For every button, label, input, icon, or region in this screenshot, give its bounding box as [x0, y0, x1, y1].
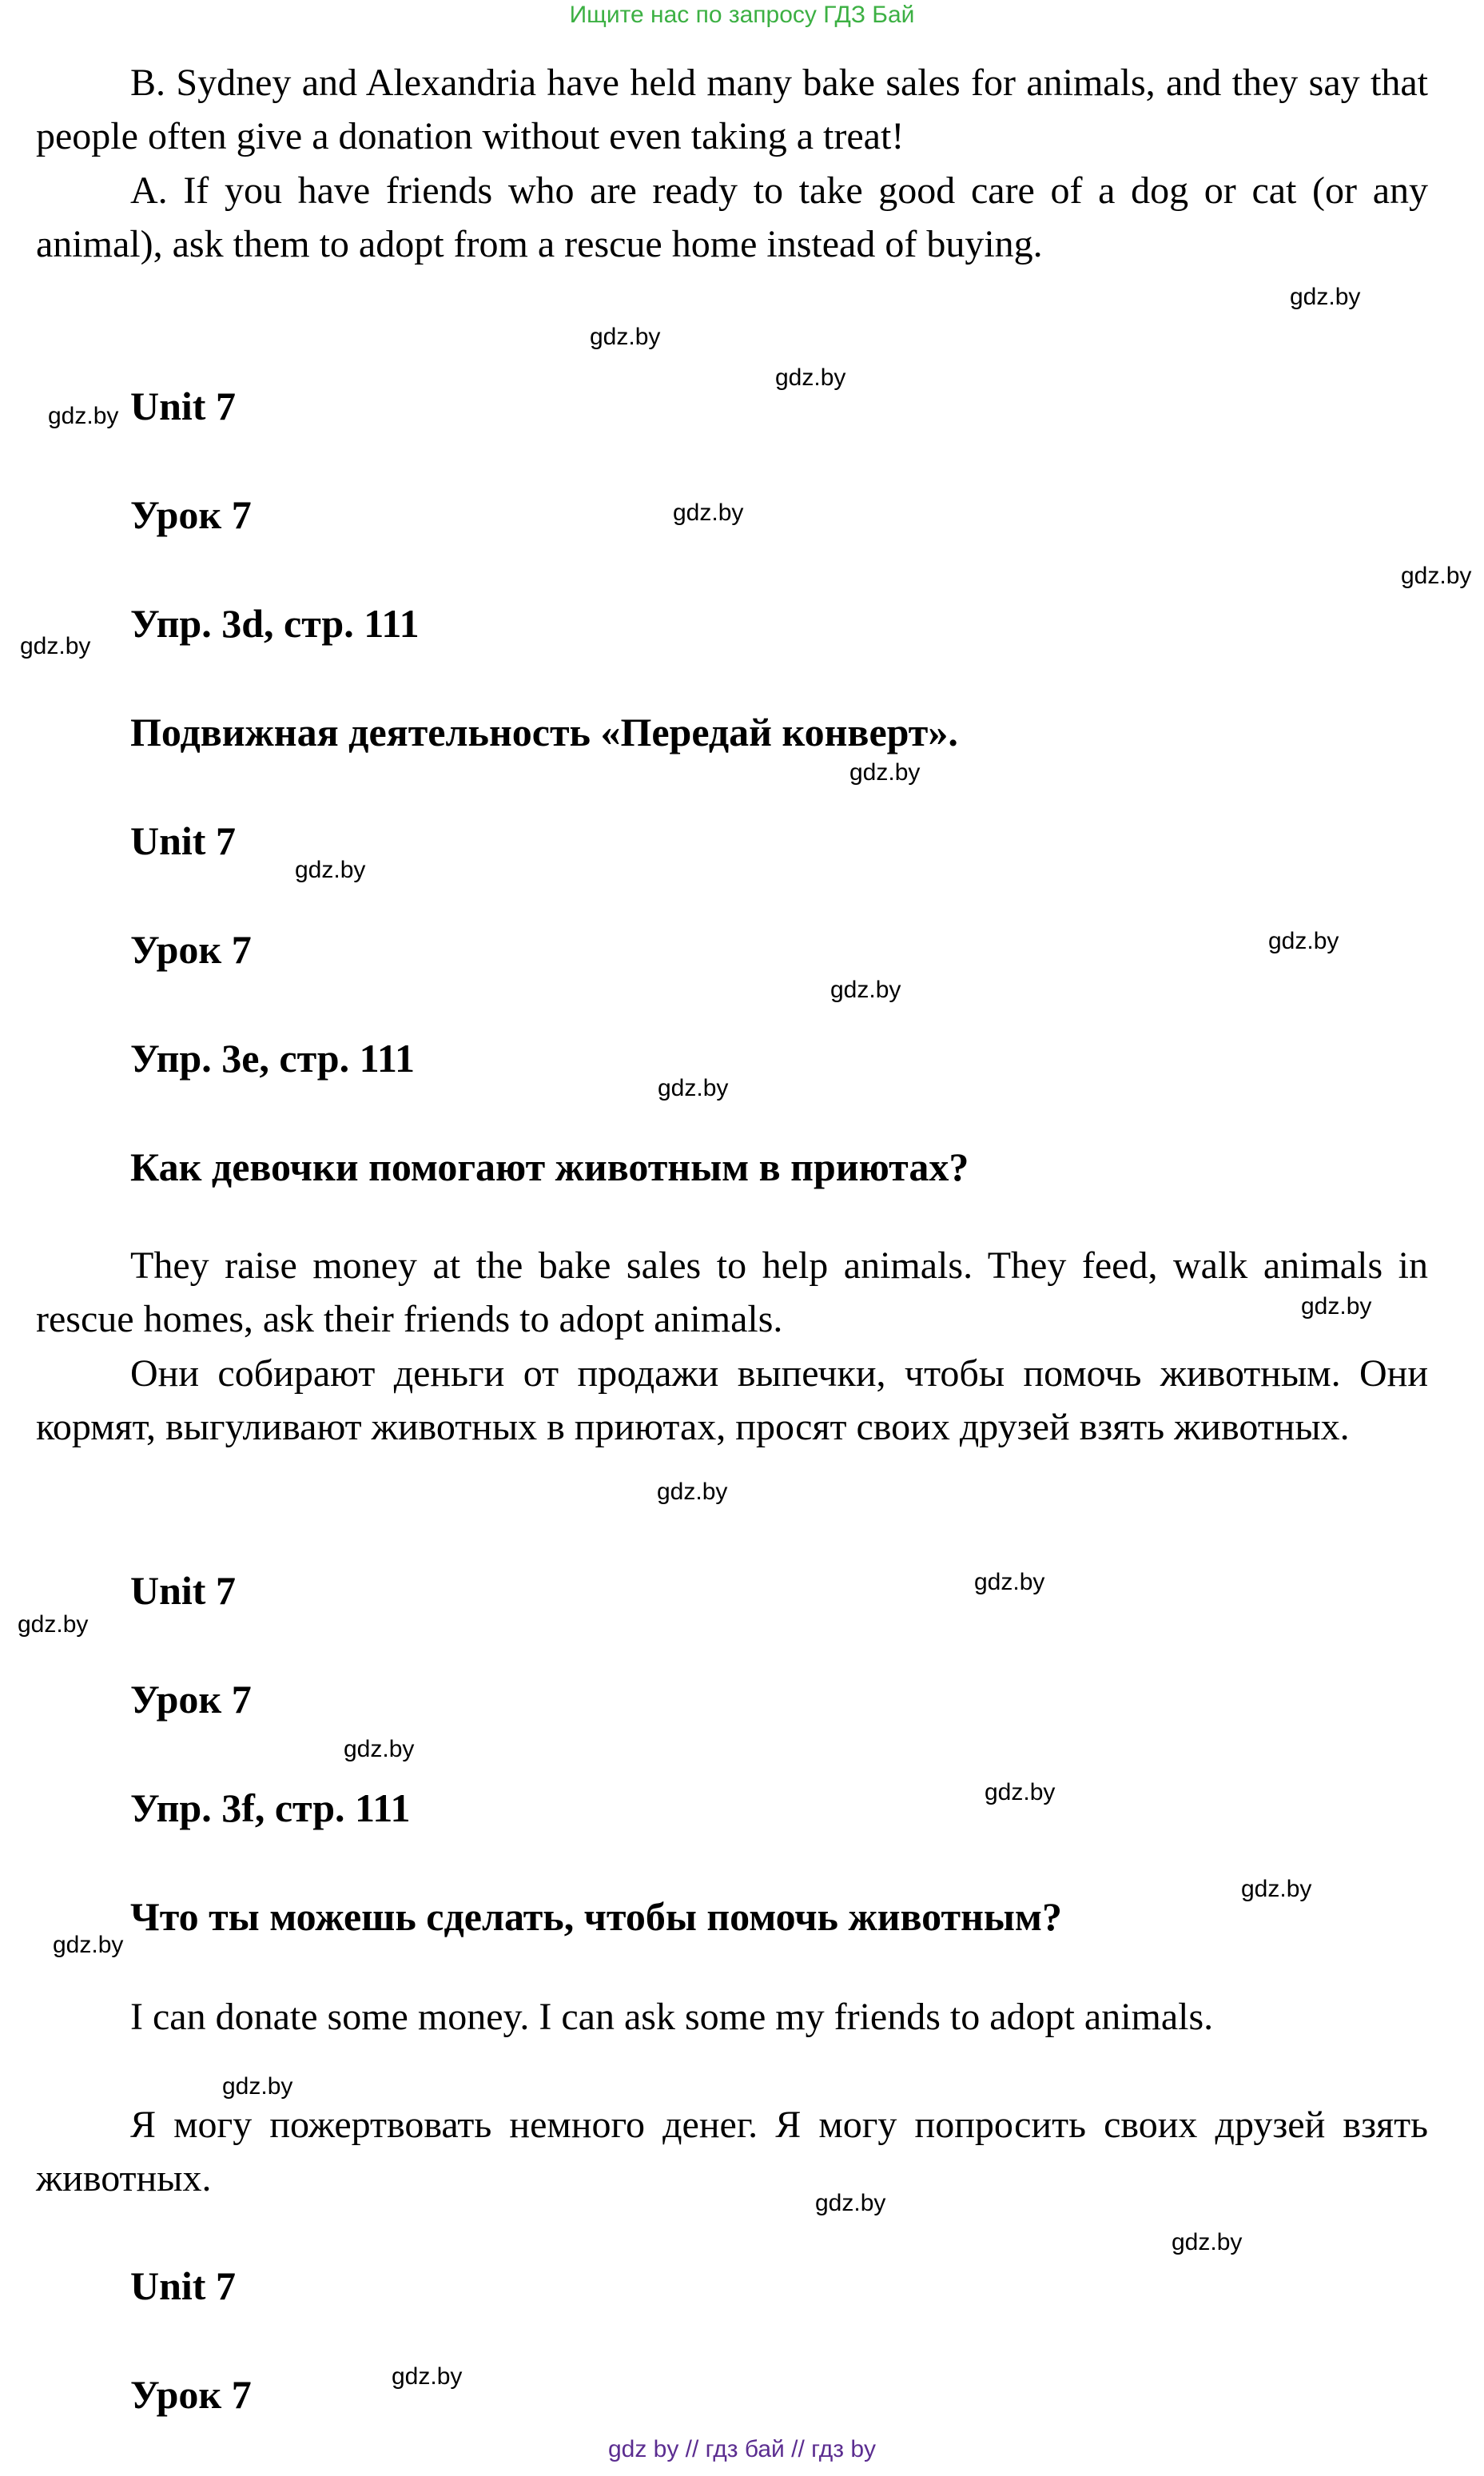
paragraph-b: B. Sydney and Alexandria have held many bake sales for animals, and they say that people often give a donation without even taking a treat!	[36, 62, 1428, 157]
unit-heading: Unit 7	[130, 2263, 236, 2308]
exercise-heading: Упр. 3d, стр. 111	[130, 601, 420, 646]
exercise-heading: Упр. 3e, стр. 111	[130, 1036, 416, 1081]
watermark: gdz.by	[48, 403, 119, 429]
watermark: gdz.by	[590, 324, 661, 350]
footer-links[interactable]: gdz by // гдз бай // гдз by	[607, 2436, 877, 2462]
lesson-heading: Урок 7	[130, 2372, 252, 2417]
watermark: gdz.by	[344, 1736, 415, 1762]
task-heading: Подвижная деятельность «Передай конверт».	[130, 710, 958, 754]
watermark: gdz.by	[1268, 928, 1339, 954]
lesson-heading: Урок 7	[130, 492, 252, 537]
unit-heading: Unit 7	[130, 1568, 236, 1613]
lesson-heading: Урок 7	[130, 1677, 252, 1722]
watermark: gdz.by	[985, 1779, 1056, 1805]
watermark: gdz.by	[1172, 2229, 1243, 2255]
paragraph-a: A. If you have friends who are ready to take good care of a dog or cat (or any animal), ask them to adopt from a rescue home instead of buying.	[36, 169, 1428, 265]
answer-russian: Они собирают деньги от продажи выпечки, чтобы помочь животным. Они кормят, выгуливают животных в приютах, просят своих друзей взять животных.	[36, 1352, 1428, 1448]
header-search-link[interactable]: Ищите нас по запросу ГДЗ Бай	[569, 2, 915, 28]
watermark: gdz.by	[673, 500, 744, 526]
watermark: gdz.by	[392, 2363, 463, 2390]
watermark: gdz.by	[657, 1479, 728, 1505]
watermark: gdz.by	[18, 1611, 89, 1638]
watermark: gdz.by	[1290, 284, 1361, 310]
watermark: gdz.by	[295, 857, 366, 883]
watermark: gdz.by	[53, 1932, 124, 1958]
watermark: gdz.by	[849, 759, 921, 786]
exercise-heading: Упр. 3f, стр. 111	[130, 1785, 411, 1830]
watermark: gdz.by	[658, 1075, 729, 1101]
answer-russian: Я могу пожертвовать немного денег. Я могу попросить своих друзей взять животных.	[36, 2104, 1428, 2199]
watermark: gdz.by	[1241, 1876, 1312, 1902]
answer-english: I can donate some money. I can ask some my friends to adopt animals.	[130, 1996, 1214, 2038]
unit-heading: Unit 7	[130, 384, 236, 428]
answer-english: They raise money at the bake sales to help animals. They feed, walk animals in rescue homes, ask their friends to adopt animals.	[36, 1244, 1428, 1340]
watermark: gdz.by	[815, 2190, 886, 2216]
watermark: gdz.by	[775, 364, 846, 391]
watermark: gdz.by	[1401, 563, 1472, 589]
lesson-heading: Урок 7	[130, 927, 252, 972]
watermark: gdz.by	[20, 633, 91, 659]
watermark: gdz.by	[974, 1569, 1045, 1595]
watermark: gdz.by	[222, 2073, 293, 2100]
watermark: gdz.by	[1301, 1293, 1372, 1320]
task-heading: Что ты можешь сделать, чтобы помочь животным?	[130, 1894, 1062, 1939]
task-heading: Как девочки помогают животным в приютах?	[130, 1144, 969, 1189]
watermark: gdz.by	[830, 977, 901, 1003]
unit-heading: Unit 7	[130, 818, 236, 863]
